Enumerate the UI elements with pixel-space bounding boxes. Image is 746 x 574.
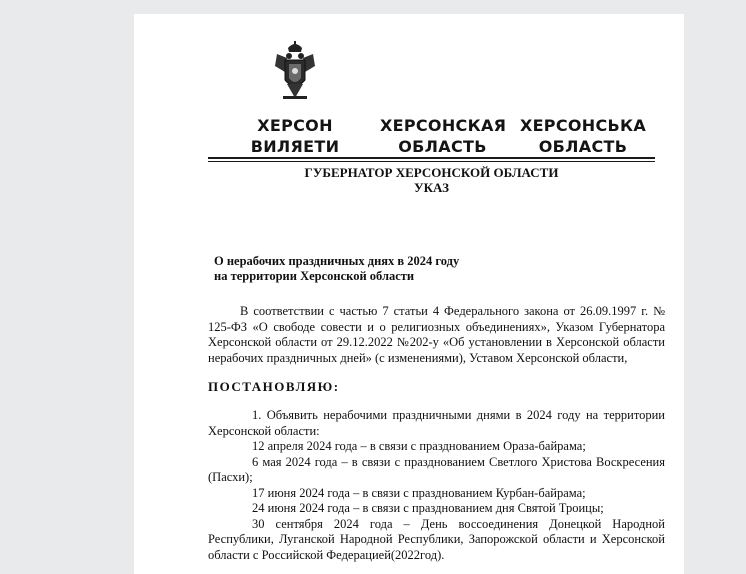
region-ukrainian: ХЕРСОНСЬКА ОБЛАСТЬ bbox=[519, 116, 647, 156]
coat-of-arms-icon bbox=[273, 40, 317, 104]
header-divider-thin bbox=[208, 161, 655, 162]
decree-subject: О нерабочих праздничных днях в 2024 году на территории Херсонской области bbox=[214, 254, 460, 283]
holiday-item: 30 сентября 2024 года – День воссоединения Донецкой Народной Республики, Луганской Народной Республики, Запорожской области и Херсонской области с Российской Федерацией(2022год). bbox=[208, 516, 665, 562]
holiday-item: 6 мая 2024 года – в связи с празднованием Светлого Христова Воскресения (Пасхи); bbox=[208, 454, 665, 484]
header-divider bbox=[208, 157, 655, 159]
resolve-heading: ПОСТАНОВЛЯЮ: bbox=[208, 379, 340, 394]
holiday-item: 17 июня 2024 года – в связи с празднованием Курбан-байрама; bbox=[252, 485, 586, 500]
holiday-list bbox=[208, 439, 665, 563]
clause-1: 1. Объявить нерабочими праздничными днями в 2024 году на территории Херсонской области: bbox=[208, 408, 665, 438]
issuing-authority: ГУБЕРНАТОР ХЕРСОНСКОЙ ОБЛАСТИ bbox=[304, 165, 559, 180]
preamble-paragraph: В соответствии с частью 7 статьи 4 Федерального закона от 26.09.1997 г. № 125-ФЗ «О свободе совести и о религиозных объединениях», Указом Губернатора Херсонской области от 29.12.2022 №202-у «Об установлении в Херсонской области нерабочих праздничных дней» (с изменениями), Уставом Херсонской области, bbox=[208, 304, 665, 365]
region-crimean-tatar: ХЕРСОН ВИЛЯЕТИ bbox=[250, 116, 340, 156]
holiday-item: 12 апреля 2024 года – в связи с празднованием Ораза-байрама; bbox=[252, 439, 586, 453]
holiday-item: 24 июня 2024 года – в связи с празднованием дня Святой Троицы; bbox=[252, 501, 604, 515]
region-russian: ХЕРСОНСКАЯ ОБЛАСТЬ bbox=[380, 116, 507, 156]
document-type: УКАЗ bbox=[414, 180, 449, 195]
